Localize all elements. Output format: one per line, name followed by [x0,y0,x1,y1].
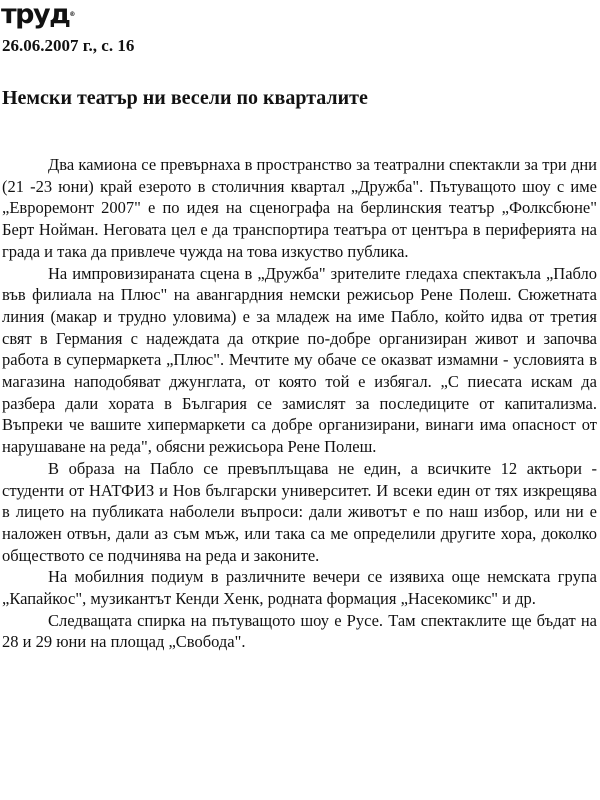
newspaper-logo [1,0,75,30]
dateline: 26.06.2007 г., с. 16 [2,36,135,55]
paragraph: Следващата спирка на пътуващото шоу е Русе. Там спектаклите ще бъдат на 28 и 29 юни на площад „Свобода". [2,610,597,652]
article-body [2,154,597,653]
logo-text: труд [1,0,70,30]
paragraph: Два камиона се превърнаха в пространство за театрални спектакли за три дни (21 -23 юни) край езерото в столичния квартал „Дружба". Пътуващото шоу с име „Евроремонт 2007" е по идея на сценографа на берлинския театър „Фолксбюне" Берт Нойман. Неговата цел е да транспортира театъра от центъра в периферията на града и така да привлече чужда на това изкуство публика. [2,155,597,261]
registered-mark: ® [69,11,76,18]
article-title: Немски театър ни весели по кварталите [2,87,368,109]
paragraph: В образа на Пабло се превъплъщава не един, а всичките 12 актьори - студенти от НАТФИЗ и Нов български университет. И всеки един от тях изкрещява в лицето на публиката наболели въпроси: дали животът е по наш избор, или ни е наложен отвън, дали аз съм мъж, или така са ме определили другите хора, доколко обществото се подчинява на реда и законите. [2,458,597,565]
paragraph: На мобилния подиум в различните вечери се изявиха още немската група „Капайкос", музикантът Кенди Хенк, родната формация „Насекомикс" и др. [2,567,597,609]
paragraph: На импровизираната сцена в „Дружба" зрителите гледаха спектакъла „Пабло във филиала на Плюс" на авангардния немски режисьор Рене Полеш. Сюжетната линия (макар и трудно уловима) е за младеж на име Пабло, който идва от третия свят в Германия с надеждата да открие по-добре организиран живот и започва работа в супермаркета „Плюс". Мечтите му обаче се оказват измамни - условията в магазина наподобяват джунглата, от която той е избягал. „С пиесата искам да разбера дали хората в България се замислят за последиците от капитализма. Въпреки че вашите хипермаркети са добре организирани, винаги има опасност от нарушаване на реда", обясни режисьора Рене Полеш. [2,263,597,457]
